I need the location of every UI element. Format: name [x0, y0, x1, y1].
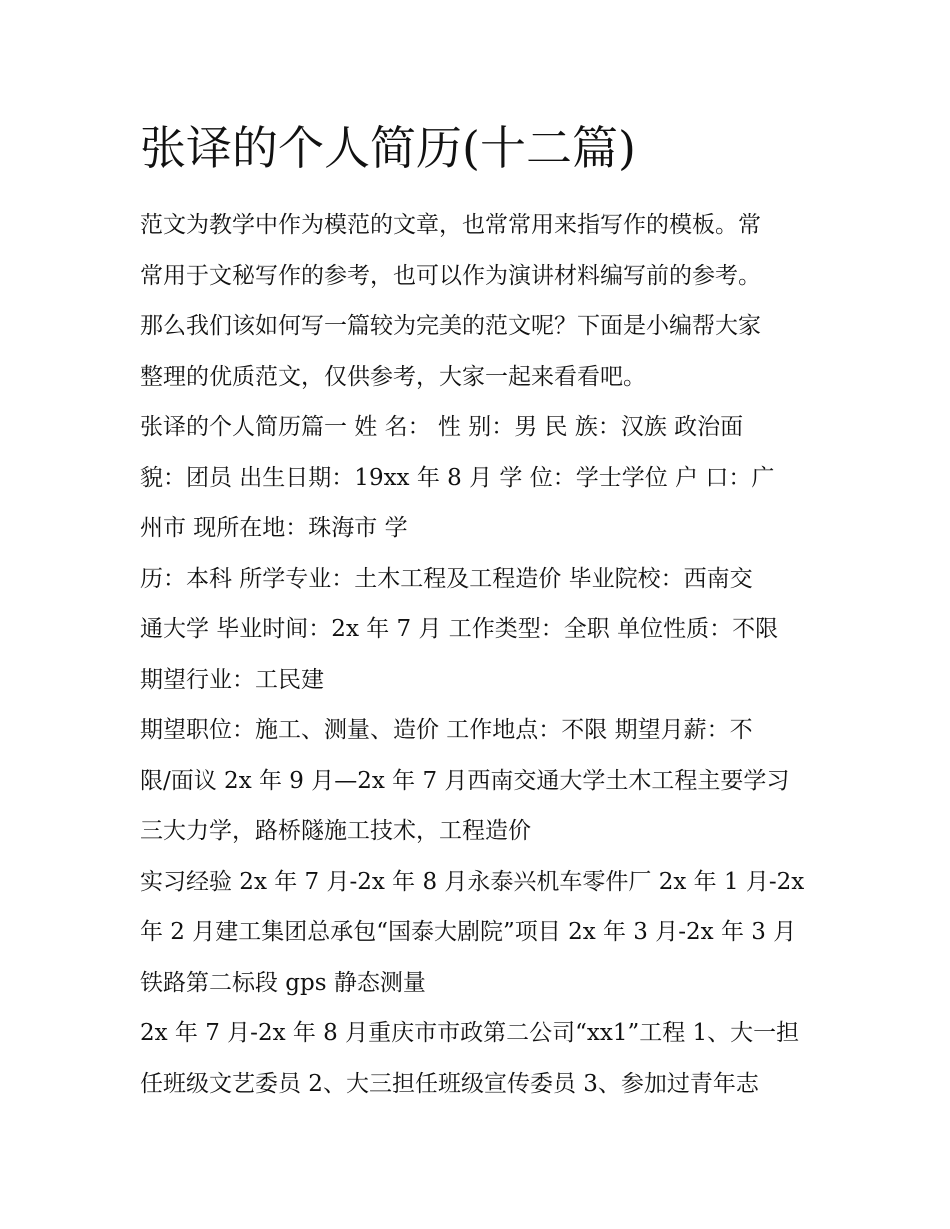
text-line: 三大力学，路桥隧施工技术，工程造价 — [140, 818, 531, 844]
text-line: 貌：团员 出生日期：19xx 年 8 月 学 位：学士学位 户 口：广 — [140, 464, 775, 491]
text-line: 期望行业：工民建 — [140, 666, 324, 693]
document-body — [140, 200, 816, 1109]
text-line: 任班级文艺委员 2、大三担任班级宣传委员 3、参加过青年志 — [140, 1070, 759, 1097]
text-line: 常用于文秘写作的参考，也可以作为演讲材料编写前的参考。 — [140, 262, 761, 289]
text-line: 州市 现所在地：珠海市 学 — [140, 515, 408, 541]
text-line: 历：本科 所学专业：土木工程及工程造价 毕业院校：西南交 — [140, 565, 753, 592]
text-line: 2x 年 7 月-2x 年 8 月重庆市市政第二公司“xx1”工程 1、大一担 — [140, 1020, 800, 1046]
text-line: 铁路第二标段 gps 静态测量 — [140, 969, 426, 996]
text-line: 张译的个人简历篇一 姓 名： 性 别：男 民 族：汉族 政治面 — [140, 414, 744, 440]
text-line: 期望职位：施工、测量、造价 工作地点：不限 期望月薪：不 — [140, 717, 753, 743]
text-line: 那么我们该如何写一篇较为完美的范文呢？下面是小编帮大家 — [140, 313, 761, 339]
text-line: 限/面议 2x 年 9 月—2x 年 7 月西南交通大学土木工程主要学习 — [140, 767, 790, 794]
text-line: 实习经验 2x 年 7 月-2x 年 8 月永泰兴机车零件厂 2x 年 1 月-2x — [140, 868, 805, 895]
document-title: 张译的个人简历(十二篇) — [140, 121, 636, 175]
text-line: 通大学 毕业时间：2x 年 7 月 工作类型：全职 单位性质：不限 — [140, 616, 779, 642]
text-line: 整理的优质范文，仅供参考，大家一起来看看吧。 — [140, 363, 646, 390]
text-line: 年 2 月建工集团总承包“国泰大剧院”项目 2x 年 3 月-2x 年 3 月 — [140, 919, 797, 945]
text-line: 范文为教学中作为模范的文章，也常常用来指写作的模板。常 — [140, 212, 761, 238]
